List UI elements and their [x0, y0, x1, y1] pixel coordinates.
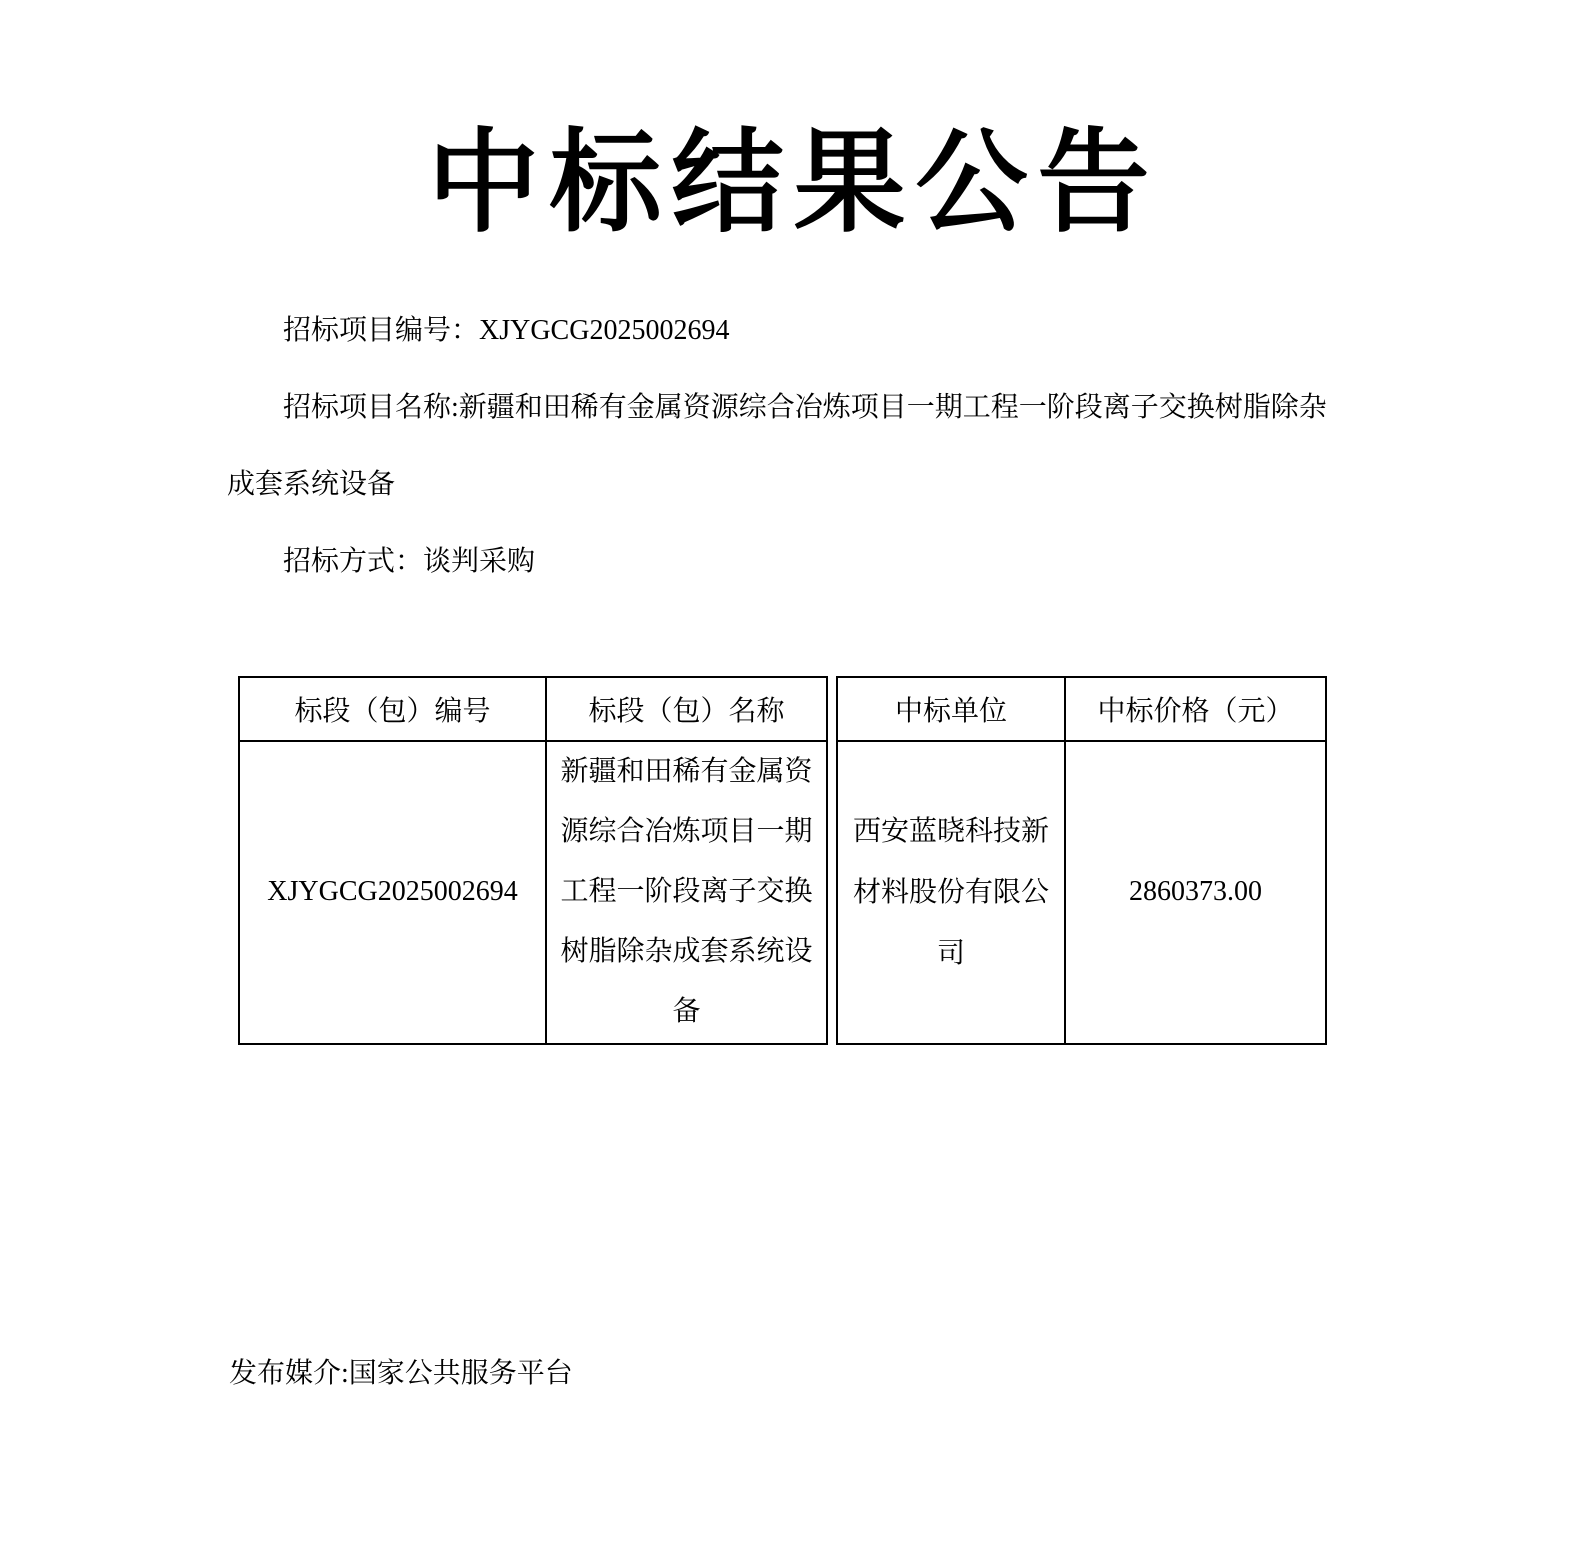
cell-winning-price: 2860373.00 [1065, 741, 1326, 1044]
page-title: 中标结果公告 [427, 122, 1160, 246]
footer-publish-media: 发布媒介:国家公共服务平台 [229, 1357, 573, 1389]
cell-section-number: XJYGCG2025002694 [239, 741, 546, 1044]
info-line-project-name: 招标项目名称:新疆和田稀有金属资源综合冶炼项目一期工程一阶段离子交换树脂除杂成套系统设备 [227, 391, 1327, 500]
results-table-left [238, 676, 828, 1045]
table-header-row [239, 677, 827, 741]
info-line-project-number: 招标项目编号：XJYGCG2025002694 [283, 314, 730, 346]
header-section-name: 标段（包）名称 [546, 677, 827, 741]
header-winning-price: 中标价格（元） [1065, 677, 1326, 741]
table-row [239, 741, 827, 1044]
results-table-right [836, 676, 1327, 1045]
results-tables [238, 676, 1587, 1045]
cell-winning-bidder: 西安蓝晓科技新材料股份有限公司 [837, 741, 1065, 1044]
table-header-row [837, 677, 1326, 741]
info-line-method: 招标方式：谈判采购 [283, 545, 536, 577]
cell-section-name: 新疆和田稀有金属资源综合冶炼项目一期工程一阶段离子交换树脂除杂成套系统设备 [546, 741, 827, 1044]
table-row [837, 741, 1326, 1044]
info-block [227, 292, 1347, 600]
header-winning-bidder: 中标单位 [837, 677, 1065, 741]
header-section-number: 标段（包）编号 [239, 677, 546, 741]
